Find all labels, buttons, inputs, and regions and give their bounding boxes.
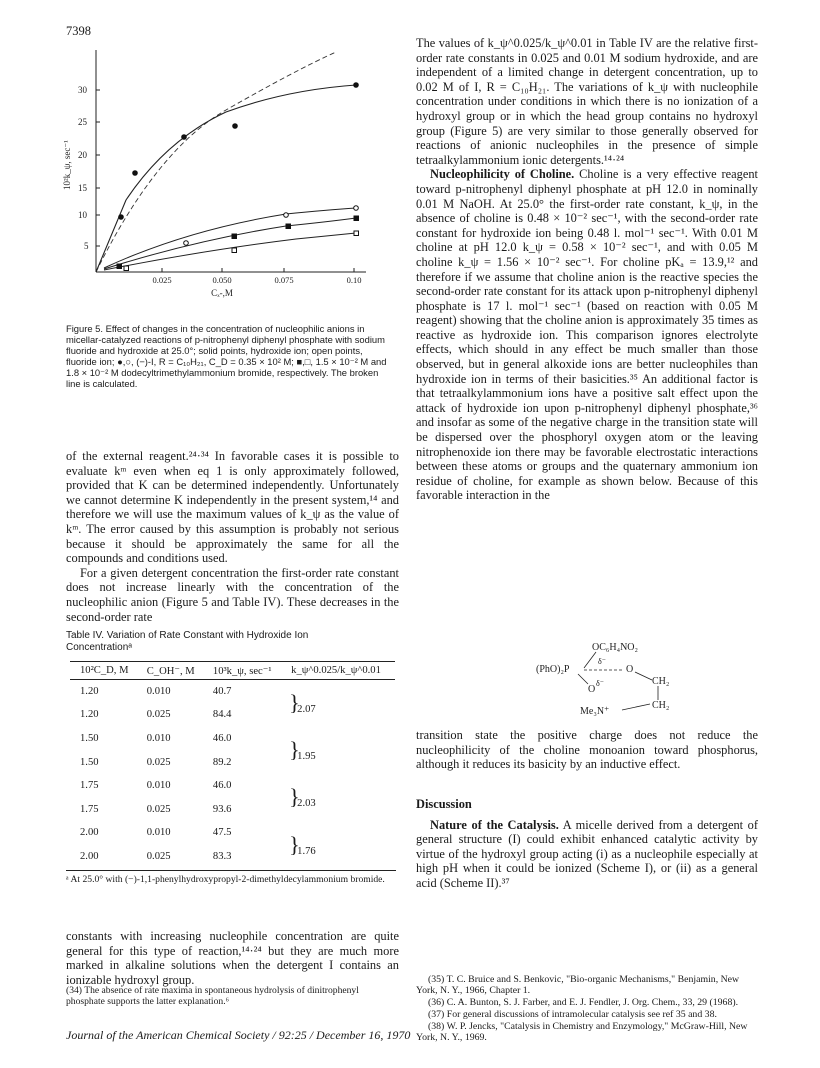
reference-item: (35) T. C. Bruice and S. Benkovic, "Bio-organic Mechanisms," Benjamin, New York, N. Y., 1966, Chapter 1. bbox=[416, 974, 740, 996]
structure-label-ch2-top: CH₂ bbox=[652, 676, 670, 687]
right-column-text bbox=[416, 36, 758, 503]
table-cell: 40.7 bbox=[212, 686, 232, 698]
references bbox=[416, 974, 758, 1044]
y-tick: 30 bbox=[78, 85, 87, 95]
paragraph: of the external reagent.²⁴·³⁴ In favorable cases it is possible to evaluate kᵐ even when eq 1 is only approximately followed, provided that K can be determined independently. Unfortunately we cannot determine K independently in the present system,¹⁴ and therefore we will use the maximum values of k_ψ as the value of kᵐ. The error caused by this assumption is probably not serious because it should be approximately the same for all the compounds and conditions used. bbox=[66, 449, 399, 566]
table-row bbox=[70, 821, 395, 845]
table-title: Table IV. Variation of Rate Constant with Hydroxide Ion Concentrationᵃ bbox=[66, 630, 309, 653]
ratio-value: 2.03 bbox=[297, 798, 316, 810]
hydroxide-solid-curve bbox=[96, 85, 356, 272]
fluoride-open-curve bbox=[104, 208, 356, 268]
y-tick: 10 bbox=[78, 210, 87, 220]
y-tick: 25 bbox=[78, 117, 87, 127]
table-cell: 1.75 bbox=[80, 803, 99, 815]
point-open-square bbox=[354, 231, 359, 236]
structure-label-left: (PhO)₂P bbox=[536, 664, 570, 675]
structure-label-o1: O bbox=[626, 664, 634, 675]
axes bbox=[96, 50, 366, 272]
paragraph: The values of k_ψ^0.025/k_ψ^0.01 in Table IV are the relative first-order rate constants in 0.025 and 0.01 M sodium hydroxide, and are independent of a limited change in detergent concentration, up to 0.02 M of I, R = C₁₀H₂₁. The variations of k_ψ with nucleophile concentration under conditions in which there is no ionization of a hydroxyl group or in which the head group contains no hydroxyl group (Figure 5) are very similar to those generally observed for reactions of anionic nucleophiles in the presence of simple tetraalkylammonium ionic detergents.¹⁴·²⁴ bbox=[416, 36, 758, 167]
table-header: k_ψ^0.025/k_ψ^0.01 bbox=[281, 662, 395, 680]
journal-footer: Journal of the American Chemical Society / 92:25 / December 16, 1970 bbox=[66, 1028, 411, 1042]
table-cell: 1.20 bbox=[80, 709, 99, 721]
table-cell: 84.4 bbox=[212, 709, 232, 721]
structure-label-ch2-bot: CH₂ bbox=[652, 700, 670, 711]
structure-label-delta: δ⁻ bbox=[598, 657, 606, 666]
catalysis-text: A micelle derived from a detergent of general structure (I) could exhibit enhanced catalytic activity by virtue of the hydroxyl group acting (i) as a nucleophile especially at high pH when it could be ionized (Scheme I), or (ii) as a general acid (Scheme II).³⁷ bbox=[416, 817, 759, 890]
table-cell: 83.3 bbox=[212, 850, 232, 862]
point-solid-square bbox=[354, 216, 359, 221]
table-cell: 1.20 bbox=[80, 686, 99, 698]
ratio-value: 2.07 bbox=[297, 704, 316, 716]
ratio-cell: } 2.03 bbox=[289, 784, 316, 810]
point-open bbox=[284, 213, 289, 218]
reference-item: (38) W. P. Jencks, "Catalysis in Chemistry and Enzymology," McGraw-Hill, New York, N. Y., 1969. bbox=[416, 1021, 748, 1043]
point-open-square bbox=[124, 266, 129, 271]
figure-caption: Figure 5. Effect of changes in the concentration of nucleophilic anions in micellar-catalyzed reactions of p-nitrophenyl diphenyl phosphate with sodium fluoride and hydroxide at 25.0°; solid points, hydroxide ion; open points, fluoride ion; ●,○, (−)-I, R = C₁₀H₂₁, C_D = 0.35 × 10² M; ■,□, 1.5 × 10⁻² M and 1.8 × 10⁻² M dodecyltrimethylammonium bromide, respectively. The broken line is calculated. bbox=[66, 323, 387, 390]
table-cell: 0.025 bbox=[146, 850, 171, 862]
x-tick: 0.025 bbox=[152, 275, 172, 285]
point-open bbox=[354, 206, 359, 211]
point-solid bbox=[354, 83, 359, 88]
table-cell: 2.00 bbox=[80, 850, 99, 862]
structure-label-top: OC₆H₄NO₂ bbox=[592, 642, 639, 653]
x-axis-label: Cₓ-,M bbox=[211, 288, 233, 298]
ratio-value: 1.76 bbox=[297, 845, 316, 857]
table-row bbox=[70, 727, 395, 751]
x-tick-labels bbox=[152, 275, 361, 285]
table-header: 10²C_D, M bbox=[70, 662, 137, 680]
section-heading-choline: Nucleophilicity of Choline. bbox=[430, 167, 575, 182]
ratio-cell: } 1.95 bbox=[289, 737, 316, 763]
table-cell: 46.0 bbox=[212, 732, 232, 744]
choline-paragraph bbox=[416, 167, 758, 503]
structure-label-delta2: δ⁻ bbox=[596, 679, 604, 688]
table-cell: 1.50 bbox=[80, 756, 99, 768]
y-tick-labels bbox=[78, 85, 89, 251]
x-tick: 0.075 bbox=[274, 275, 294, 285]
table-cell: 2.00 bbox=[80, 827, 99, 839]
left-bottom-text: constants with increasing nucleophile concentration are quite general for this type of reaction,¹⁴·²⁴ but they are much more marked in alkaline solutions when the detergent I contains an ionizable hydroxyl group. bbox=[66, 929, 399, 987]
table-header: 10³k_ψ, sec⁻¹ bbox=[203, 662, 281, 680]
reference-item: (37) For general discussions of intramolecular catalysis see ref 35 and 38. bbox=[428, 1009, 717, 1020]
table-footnote: ᵃ At 25.0° with (−)-1,1-phenylhydroxypropyl-2-dimethyldecylammonium bromide. bbox=[66, 870, 396, 885]
section-heading-catalysis: Nature of the Catalysis. bbox=[430, 817, 559, 832]
table-cell: 0.010 bbox=[146, 827, 171, 839]
footnote-34: (34) The absence of rate maxima in spontaneous hydrolysis of dinitrophenyl phosphate supports the latter explanation.⁶ bbox=[66, 985, 359, 1007]
figure-5-plot bbox=[62, 40, 386, 315]
page-number: 7398 bbox=[66, 24, 91, 38]
data-points bbox=[117, 83, 359, 271]
reference-item: (36) C. A. Bunton, S. J. Farber, and E. J. Fendler, J. Org. Chem., 33, 29 (1968). bbox=[428, 997, 739, 1008]
transition-state-structure bbox=[536, 640, 740, 724]
structure-label-n: Me₃N⁺ bbox=[580, 706, 610, 717]
ratio-cell: } 2.07 bbox=[289, 690, 316, 716]
transition-state-text: transition state the positive charge does not reduce the nucleophilicity of the choline monoanion toward phosphorus, although it reduces its basicity by an inductive effect. bbox=[416, 728, 758, 772]
table-cell: 1.50 bbox=[80, 732, 99, 744]
x-tick: 0.050 bbox=[212, 275, 232, 285]
point-solid-square bbox=[286, 224, 291, 229]
discussion-section bbox=[416, 797, 758, 891]
ratio-value: 1.95 bbox=[297, 751, 316, 763]
detergent-solid-square-curve bbox=[104, 218, 356, 269]
point-open bbox=[184, 241, 189, 246]
structure-label-o2: O bbox=[588, 684, 596, 695]
point-solid-square bbox=[232, 234, 237, 239]
y-tick: 15 bbox=[78, 183, 87, 193]
table-cell: 89.2 bbox=[212, 756, 232, 768]
y-tick: 20 bbox=[78, 150, 87, 160]
table-cell: 0.025 bbox=[146, 756, 171, 768]
table-row bbox=[70, 680, 395, 704]
point-solid bbox=[133, 171, 138, 176]
table-cell: 0.010 bbox=[146, 686, 171, 698]
catalysis-paragraph bbox=[416, 818, 758, 891]
table-cell: 0.025 bbox=[146, 803, 171, 815]
point-solid bbox=[182, 135, 187, 140]
table-cell: 46.0 bbox=[212, 780, 232, 792]
table-cell: 93.6 bbox=[212, 803, 232, 815]
x-tick: 0.10 bbox=[346, 275, 362, 285]
point-solid-square bbox=[117, 264, 122, 269]
table-cell: 0.010 bbox=[146, 780, 171, 792]
y-axis-label: 10²k_ψ, sec⁻¹ bbox=[62, 140, 72, 190]
point-open-square bbox=[232, 248, 237, 253]
table-cell: 0.010 bbox=[146, 732, 171, 744]
choline-text: Choline is a very effective reagent toward p-nitrophenyl diphenyl phosphate at pH 12.0 in nominally 0.01 M NaOH. At 25.0° the first-order rate constant, k_ψ, in the absence of choline is 0.48 × 10⁻² sec⁻¹, with the second-order rate constant for hydroxide ion being 0.48 l. mol⁻¹ sec⁻¹. With 0.01 M choline at pH 12.0 k_ψ = 0.58 × 10⁻² sec⁻¹, and with 0.05 M choline k_ψ = 1.56 × 10⁻² sec⁻¹. For choline pKₐ = 13.9,¹² and therefore if we assume that choline anion is the reactive species the second-order rate constant for its attack upon p-nitrophenyl diphenyl phosphate is 17 l. mol⁻¹ sec⁻¹ (based on reaction with 0.05 M reagent) showing that the choline anion is approximately 35 times as reactive as hydroxide ion. This comparison ignores electrolyte effects, which should in any effect be much smaller than those observed, but in general alkoxide ions are better nucleophiles than hydroxide ion in terms of their basicities.³⁵ An additional factor is that tetraalkylammonium ions have a positive salt effect upon the attack of hydroxide ion upon p-nitrophenyl diphenyl phosphate,³⁶ and insofar as some of the negative charge in the transition state will be dispersed over the phosphoryl oxygen atom or the leaving nitrophenoxide ion there may be favorable electrostatic interactions between these atoms or groups and the quaternary ammonium ion residue of choline, for example as shown below. Because of this favorable interaction in the bbox=[416, 167, 758, 503]
table-iv bbox=[70, 661, 395, 868]
table-cell: 0.025 bbox=[146, 709, 171, 721]
table-cell: 47.5 bbox=[212, 827, 232, 839]
left-column-text bbox=[66, 449, 399, 624]
y-tick: 5 bbox=[84, 241, 89, 251]
table-cell: 1.75 bbox=[80, 780, 99, 792]
table-row bbox=[70, 774, 395, 798]
discussion-heading: Discussion bbox=[416, 797, 472, 811]
paragraph: For a given detergent concentration the first-order rate constant does not increase linearly with the concentration of the nucleophilic anion (Figure 5 and Table IV). These decreases in the second-order rate bbox=[66, 565, 399, 624]
point-solid bbox=[119, 215, 124, 220]
point-solid bbox=[233, 124, 238, 129]
table-header: C_OH⁻, M bbox=[137, 662, 203, 680]
ratio-cell: } 1.76 bbox=[289, 831, 316, 857]
